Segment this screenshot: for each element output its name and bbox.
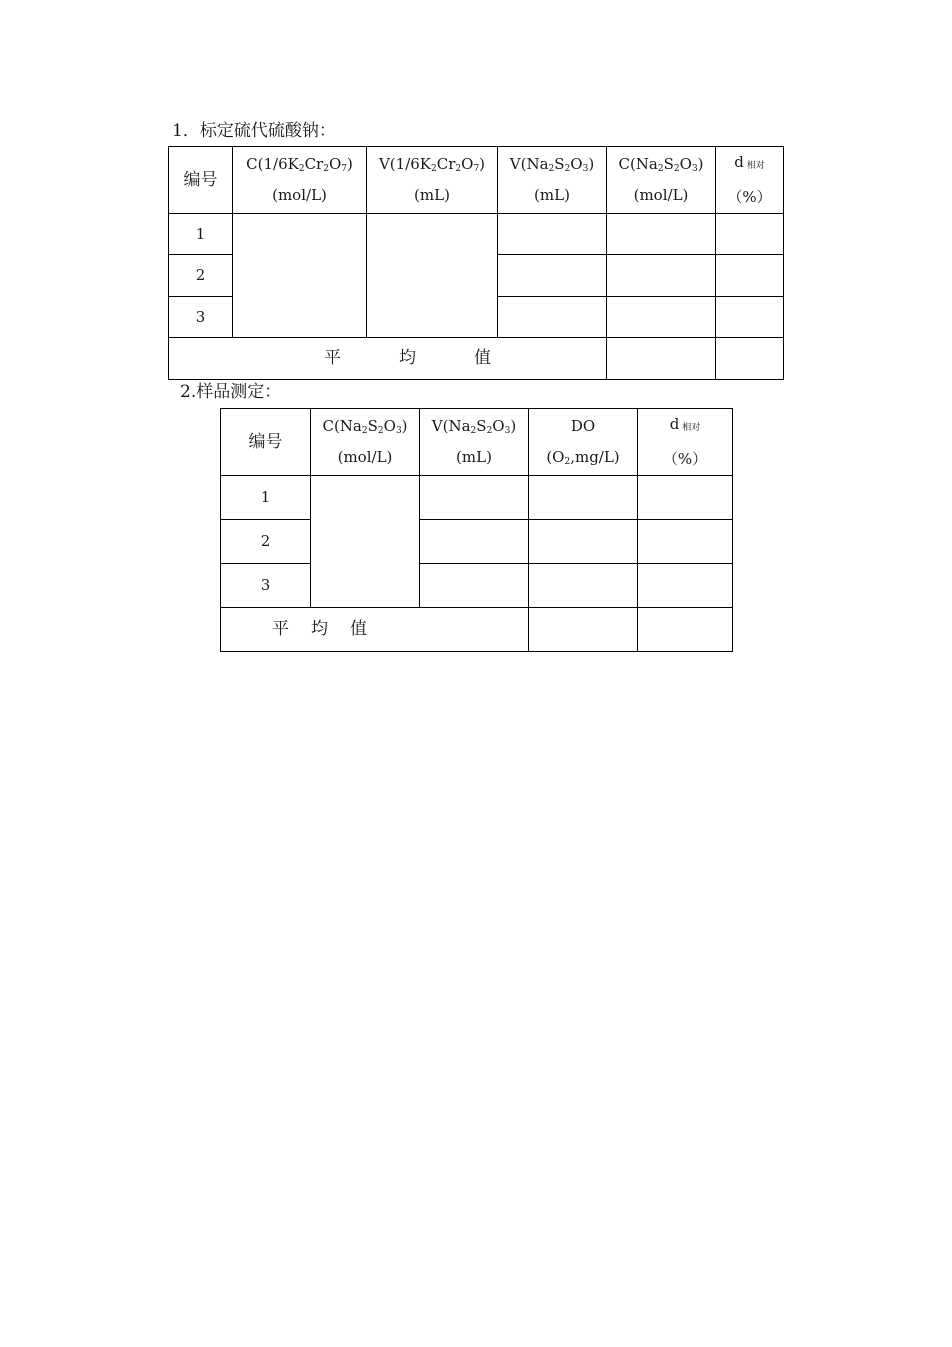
cell (498, 214, 607, 255)
table-row (221, 564, 733, 608)
average-row (169, 338, 784, 380)
header-number: 编号 (169, 147, 233, 214)
cell (716, 338, 784, 380)
cell (638, 476, 733, 520)
cell (420, 476, 529, 520)
cell (529, 520, 638, 564)
cell (420, 520, 529, 564)
header-c-na2s2o3: $C(Na_2S_2O_3)$ (mol/L) (607, 147, 716, 214)
table-header-row (221, 409, 733, 476)
row-number: 3 (169, 297, 233, 338)
cell (638, 608, 733, 652)
average-label: 平 均 值 (221, 608, 529, 652)
row-number: 2 (169, 255, 233, 297)
section2-heading: 2.样品测定： (180, 382, 282, 402)
header-number: 编号 (221, 409, 311, 476)
row-number: 3 (221, 564, 311, 608)
cell (716, 214, 784, 255)
header-v-k2cr2o7: $V(1/6K_2Cr_2O_7)$ (mL) (367, 147, 498, 214)
row-number: 1 (169, 214, 233, 255)
cell (607, 214, 716, 255)
table-row (221, 520, 733, 564)
cell (716, 297, 784, 338)
header-c-k2cr2o7: $C(1/6K_2Cr_2O_7)$ (mol/L) (233, 147, 367, 214)
sample-table (220, 408, 733, 652)
header-do: DO $(O_2,mg/L)$ (529, 409, 638, 476)
cell (638, 520, 733, 564)
cell (607, 338, 716, 380)
header-relative-deviation: d相对 （%） (638, 409, 733, 476)
cell (607, 255, 716, 297)
table-row (169, 214, 784, 255)
cell-v-k2cr2o7 (367, 214, 498, 338)
table-row (221, 476, 733, 520)
row-number: 1 (221, 476, 311, 520)
cell (607, 297, 716, 338)
header-v-na2s2o3: $V(Na_2S_2O_3)$ (mL) (498, 147, 607, 214)
section1-heading: 1．标定硫代硫酸钠： (172, 121, 336, 141)
cell-c-na2s2o3 (311, 476, 420, 608)
cell (420, 564, 529, 608)
header-v-na2s2o3: $V(Na_2S_2O_3)$ (mL) (420, 409, 529, 476)
cell (529, 608, 638, 652)
cell (529, 476, 638, 520)
row-number: 2 (221, 520, 311, 564)
cell (529, 564, 638, 608)
standardization-table (168, 146, 784, 380)
table-header-row (169, 147, 784, 214)
cell (498, 297, 607, 338)
average-label: 平 均 值 (169, 338, 607, 380)
average-row (221, 608, 733, 652)
header-c-na2s2o3: $C(Na_2S_2O_3)$ (mol/L) (311, 409, 420, 476)
cell (498, 255, 607, 297)
header-relative-deviation: d相对 （%） (716, 147, 784, 214)
cell (716, 255, 784, 297)
cell-c-k2cr2o7 (233, 214, 367, 338)
cell (638, 564, 733, 608)
